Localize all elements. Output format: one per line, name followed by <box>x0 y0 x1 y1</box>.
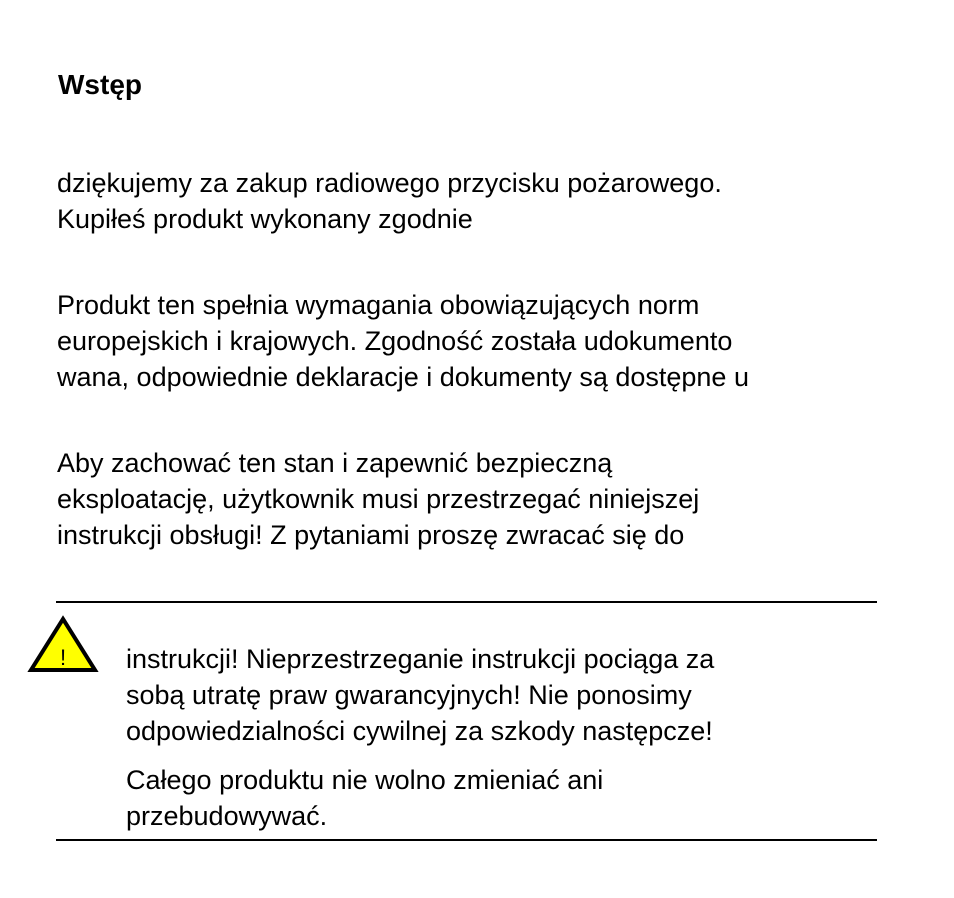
warning-paragraph <box>126 641 886 749</box>
paragraph-line: europejskich i krajowych. Zgodność została udokumento <box>57 326 733 356</box>
paragraph-line: Kupiłeś produkt wykonany zgodnie <box>57 204 473 234</box>
warning-top-divider <box>56 601 877 603</box>
compliance-paragraph <box>57 287 917 395</box>
section-heading: Wstęp <box>58 69 142 100</box>
warning-line: odpowiedzialności cywilnej za szkody następcze! <box>126 716 713 746</box>
warning-triangle-icon <box>27 615 99 675</box>
paragraph-line: eksploatację, użytkownik musi przestrzegać niniejszej <box>57 484 700 514</box>
paragraph-line: wana, odpowiednie deklaracje i dokumenty są dostępne u <box>57 362 749 392</box>
warning-line: przebudowywać. <box>126 801 328 831</box>
warning-line: Całego produktu nie wolno zmieniać ani <box>126 765 604 795</box>
warning-line: sobą utratę praw gwarancyjnych! Nie ponosimy <box>126 680 692 710</box>
modification-warning-paragraph <box>126 762 886 834</box>
warning-line: instrukcji! Nieprzestrzeganie instrukcji pociąga za <box>126 644 715 674</box>
intro-paragraph <box>57 165 917 237</box>
paragraph-line: dziękujemy za zakup radiowego przycisku pożarowego. <box>57 168 722 198</box>
paragraph-line: Produkt ten spełnia wymagania obowiązujących norm <box>57 290 700 320</box>
warning-bottom-divider <box>56 839 877 841</box>
paragraph-line: Aby zachować ten stan i zapewnić bezpieczną <box>57 448 613 478</box>
instructions-paragraph <box>57 445 917 553</box>
paragraph-line: instrukcji obsługi! Z pytaniami proszę zwracać się do <box>57 520 685 550</box>
warning-exclamation: ! <box>59 645 67 670</box>
